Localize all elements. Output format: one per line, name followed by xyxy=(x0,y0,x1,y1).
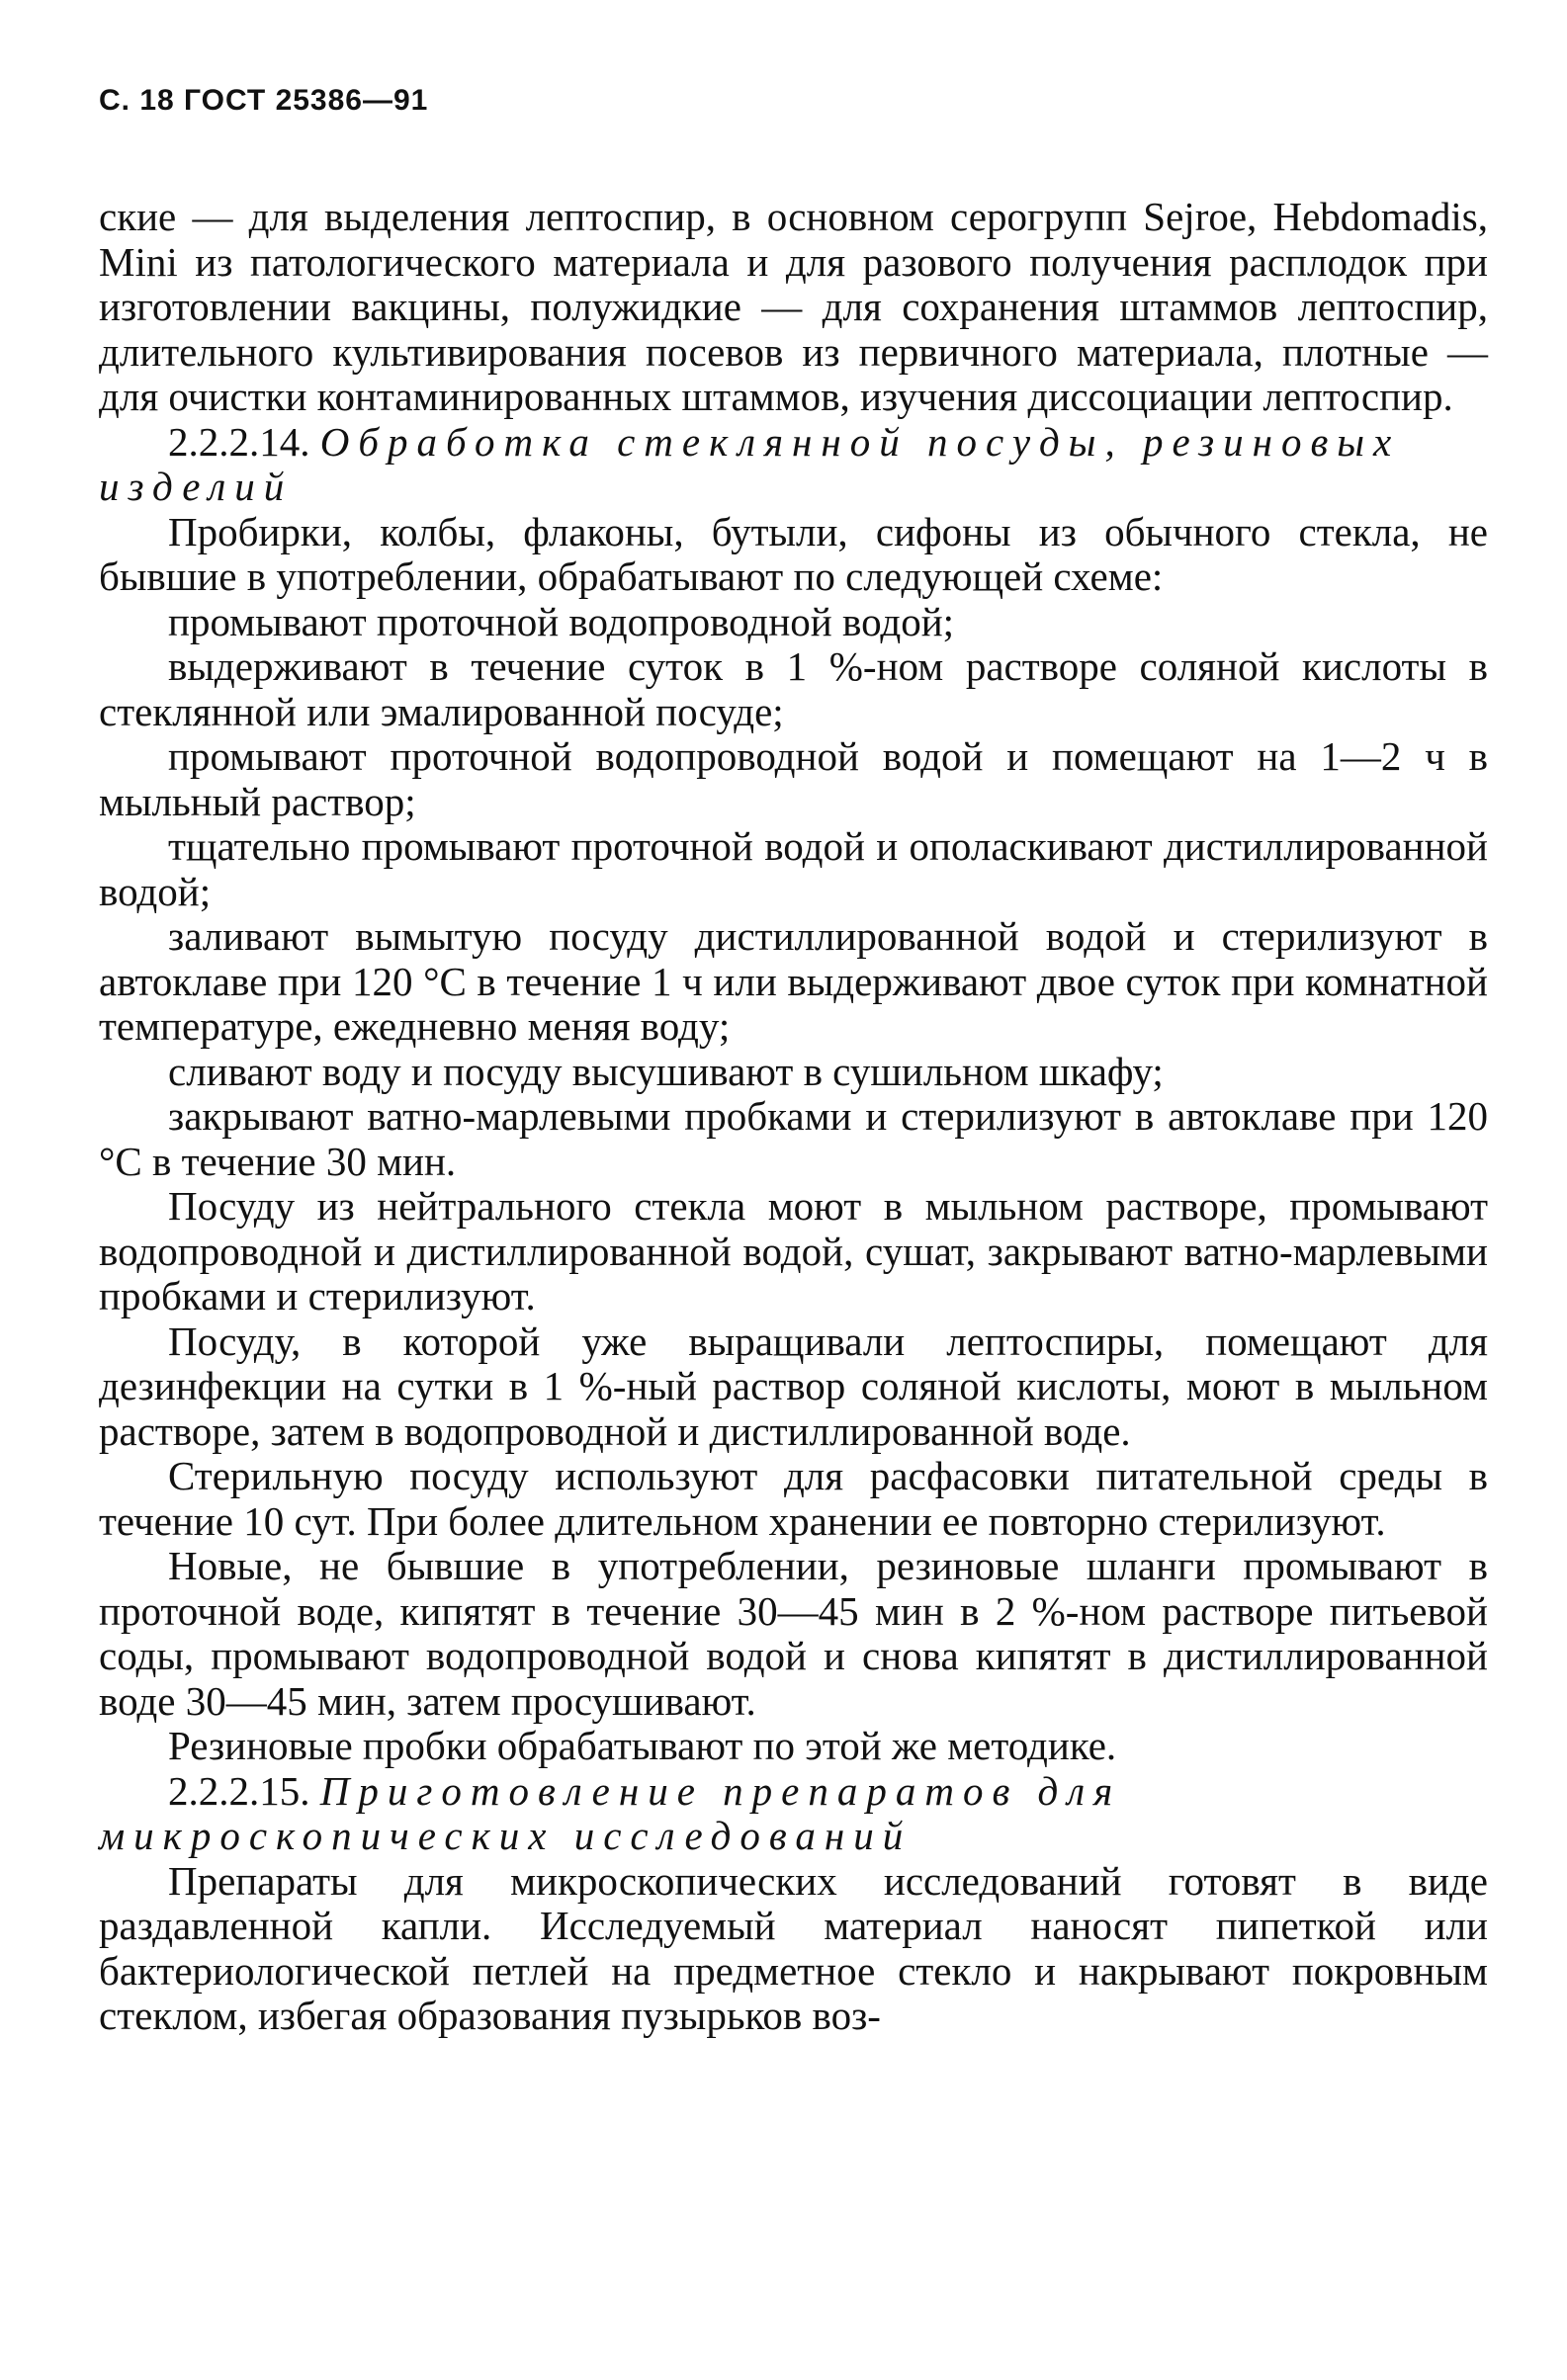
section-title: Приготовление препаратов для микроскопических исследований xyxy=(99,1767,1122,1858)
step-rinse: промывают проточной водопроводной водой; xyxy=(168,598,955,644)
section-number: 2.2.2.15. xyxy=(168,1767,310,1814)
step-acid-soak: выдерживают в течение суток в 1 %-ном растворе соляной кислоты в стеклянной или эмалированной посуде; xyxy=(99,643,1488,734)
paragraph-glassware-intro: Пробирки, колбы, флаконы, бутыли, сифоны из обычного стекла, не бывшие в употреблении, обрабатывают по следующей схеме: xyxy=(99,508,1488,599)
paragraph-media-types: ские — для выделения лептоспир, в основном серогрупп Sejroe, Hebdomadis, Mini из патологического материала и для разового получения расплодок при изготовлении вакцины, полужидкие — для сохранения штаммов лептоспир, длительного культивирования посевов из первичного материала, плотные — для очистки контаминированных штаммов, изучения диссоциации лептоспир. xyxy=(99,194,1488,419)
document-page xyxy=(99,84,1488,2039)
paragraph-disinfection: Посуду, в которой уже выращивали лептоспиры, помещают для дезинфекции на сутки в 1 %-ный раствор соляной кислоты, моют в мыльном растворе, затем в водопроводной и дистиллированной воде. xyxy=(99,1318,1488,1454)
paragraph-microscopy: Препараты для микроскопических исследований готовят в виде раздавленной капли. Исследуемый материал наносят пипеткой или бактериологической петлей на предметное стекло и накрывают покровным стеклом, избегая образования пузырьков воз- xyxy=(99,1857,1488,2038)
step-dry: сливают воду и посуду высушивают в сушильном шкафу; xyxy=(168,1048,1164,1094)
paragraph-rubber-hoses: Новые, не бывшие в употреблении, резиновые шланги промывают в проточной воде, кипятят в течение 30—45 мин в 2 %-ном растворе питьевой соды, промывают водопроводной водой и снова кипятят в дистиллированной воде 30—45 мин, затем просушивают. xyxy=(99,1543,1488,1724)
section-title: Обработка стеклянной посуды, резиновых изделий xyxy=(99,418,1401,509)
paragraph-rubber-stoppers: Резиновые пробки обрабатывают по этой же методике. xyxy=(168,1723,1117,1768)
section-number: 2.2.2.14. xyxy=(168,418,310,465)
section-heading-preparations xyxy=(99,1769,1488,1859)
step-distilled-rinse: тщательно промывают проточной водой и ополаскивают дистиллированной водой; xyxy=(99,823,1488,914)
paragraph-neutral-glass: Посуду из нейтрального стекла моют в мыльном растворе, промывают водопроводной и дистиллированной водой, сушат, закрывают ватно-марлевыми пробками и стерилизуют. xyxy=(99,1183,1488,1318)
step-plug-autoclave: закрывают ватно-марлевыми пробками и стерилизуют в автоклаве при 120 °С в течение 30 мин. xyxy=(99,1093,1488,1184)
paragraph-sterile-storage: Стерильную посуду используют для расфасовки питательной среды в течение 10 сут. При более длительном хранении ее повторно стерилизуют. xyxy=(99,1453,1488,1544)
step-soap: промывают проточной водопроводной водой и помещают на 1—2 ч в мыльный раствор; xyxy=(99,733,1488,824)
step-sterilize: заливают вымытую посуду дистиллированной водой и стерилизуют в автоклаве при 120 °С в течение 1 ч или выдерживают двое суток при комнатной температуре, ежедневно меняя воду; xyxy=(99,913,1488,1049)
document-body xyxy=(99,195,1488,2039)
section-heading-glassware xyxy=(99,420,1488,510)
running-header: С. 18 ГОСТ 25386—91 xyxy=(99,84,429,117)
